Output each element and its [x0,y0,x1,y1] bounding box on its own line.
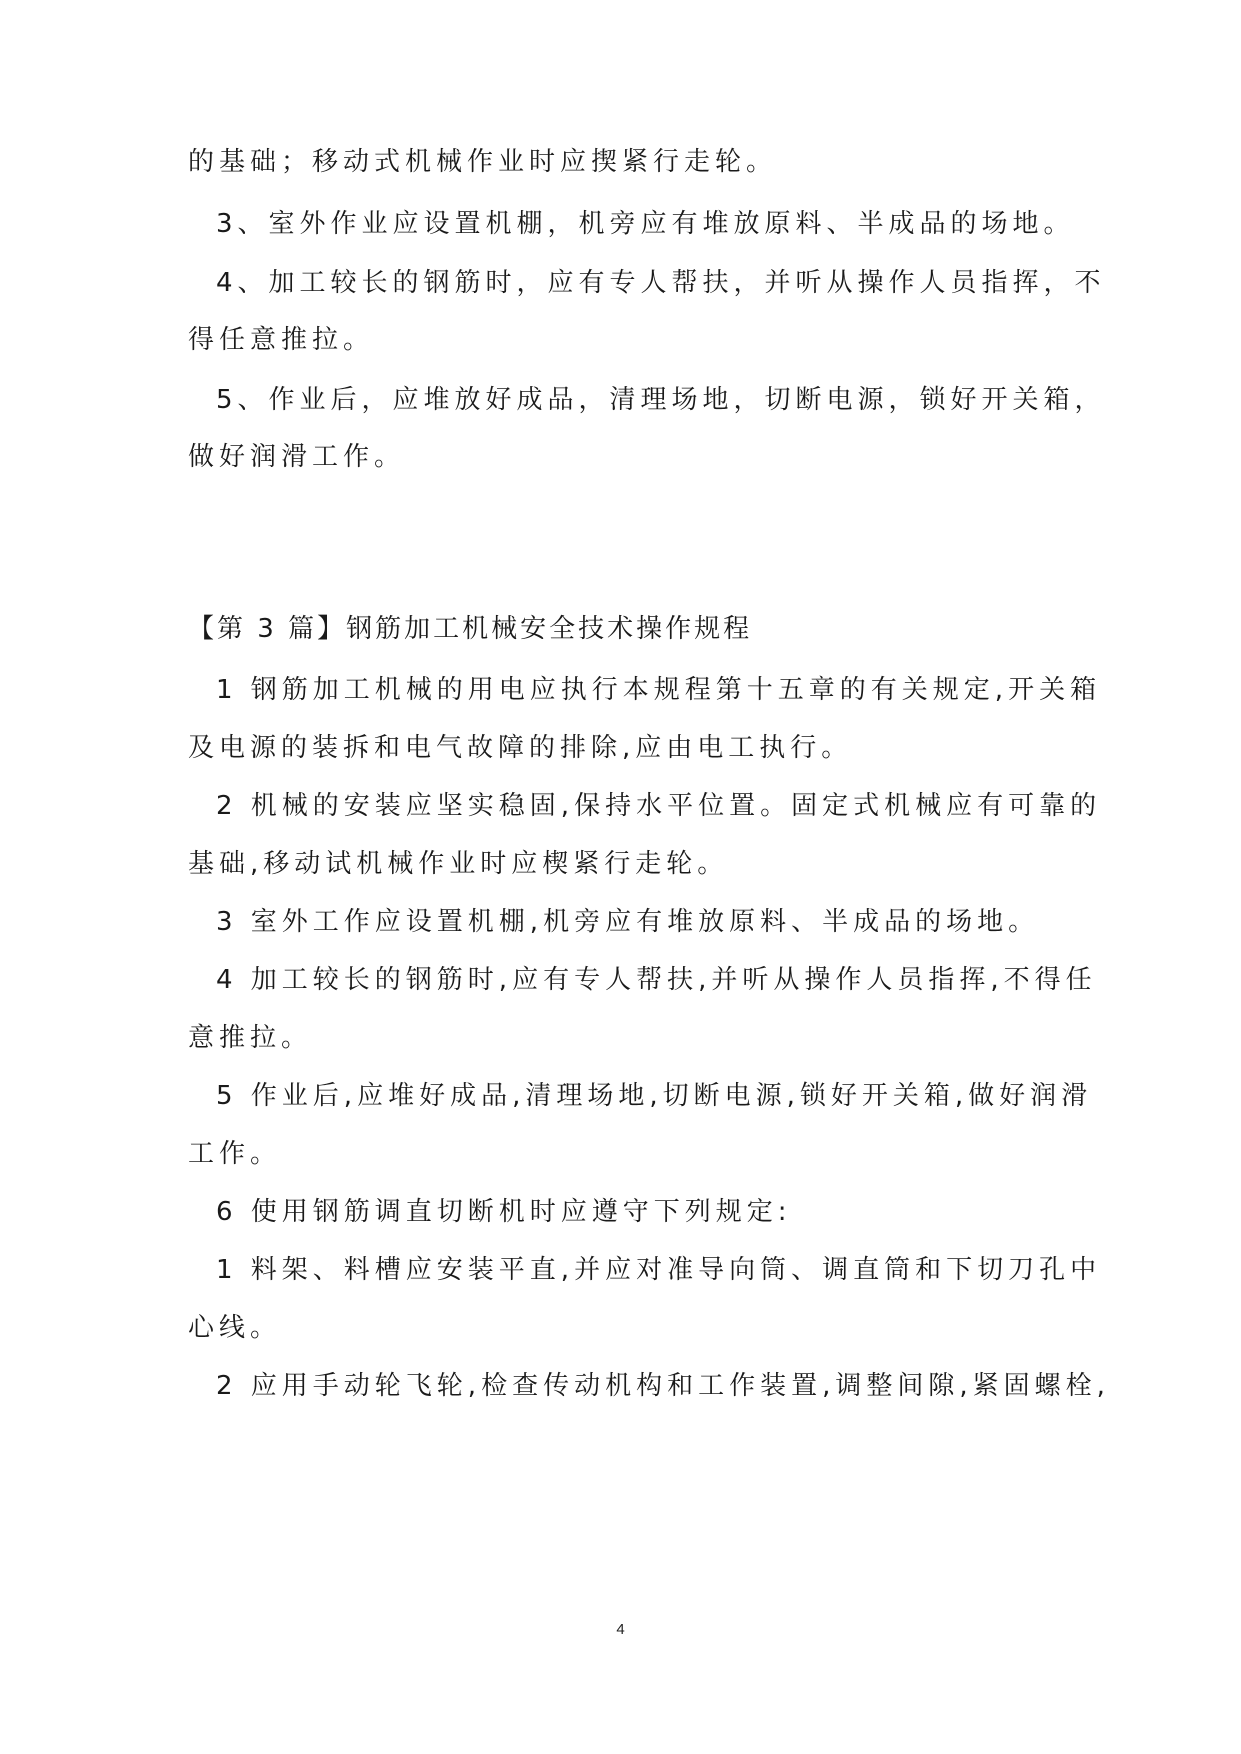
paragraph-line: 3 室外工作应设置机棚,机旁应有堆放原料、半成品的场地。 [216,907,1040,937]
paragraph-line: 3、室外作业应设置机棚，机旁应有堆放原料、半成品的场地。 [216,209,1075,239]
section-heading: 【第 3 篇】钢筋加工机械安全技术操作规程 [188,614,753,644]
paragraph-line: 5、作业后，应堆放好成品，清理场地，切断电源，锁好开关箱， [216,385,1106,415]
paragraph-line: 心线。 [188,1313,282,1343]
paragraph-line: 意推拉。 [188,1023,313,1053]
paragraph-line: 2 机械的安装应坚实稳固,保持水平位置。固定式机械应有可靠的 [216,791,1102,821]
paragraph-line: 1 料架、料槽应安装平直,并应对准导向筒、调直筒和下切刀孔中 [216,1255,1102,1285]
paragraph-line: 2 应用手动轮飞轮,检查传动机构和工作装置,调整间隙,紧固螺栓, [216,1371,1110,1401]
paragraph-line: 基础,移动试机械作业时应楔紧行走轮。 [188,849,729,879]
paragraph-line: 1 钢筋加工机械的用电应执行本规程第十五章的有关规定,开关箱 [216,675,1102,705]
paragraph-line: 得任意推拉。 [188,325,375,355]
paragraph-line: 5 作业后,应堆好成品,清理场地,切断电源,锁好开关箱,做好润滑 [216,1081,1093,1111]
paragraph-line: 4 加工较长的钢筋时,应有专人帮扶,并听从操作人员指挥,不得任 [216,965,1097,995]
paragraph-line: 6 使用钢筋调直切断机时应遵守下列规定: [216,1197,792,1227]
paragraph-line: 做好润滑工作。 [188,442,406,472]
paragraph-line: 4、加工较长的钢筋时，应有专人帮扶，并听从操作人员指挥，不 [216,268,1106,298]
paragraph-line: 的基础；移动式机械作业时应揳紧行走轮。 [188,147,778,177]
page-number: 4 [616,1621,625,1638]
paragraph-line: 及电源的装拆和电气故障的排除,应由电工执行。 [188,733,853,763]
paragraph-line: 工作。 [188,1139,282,1169]
